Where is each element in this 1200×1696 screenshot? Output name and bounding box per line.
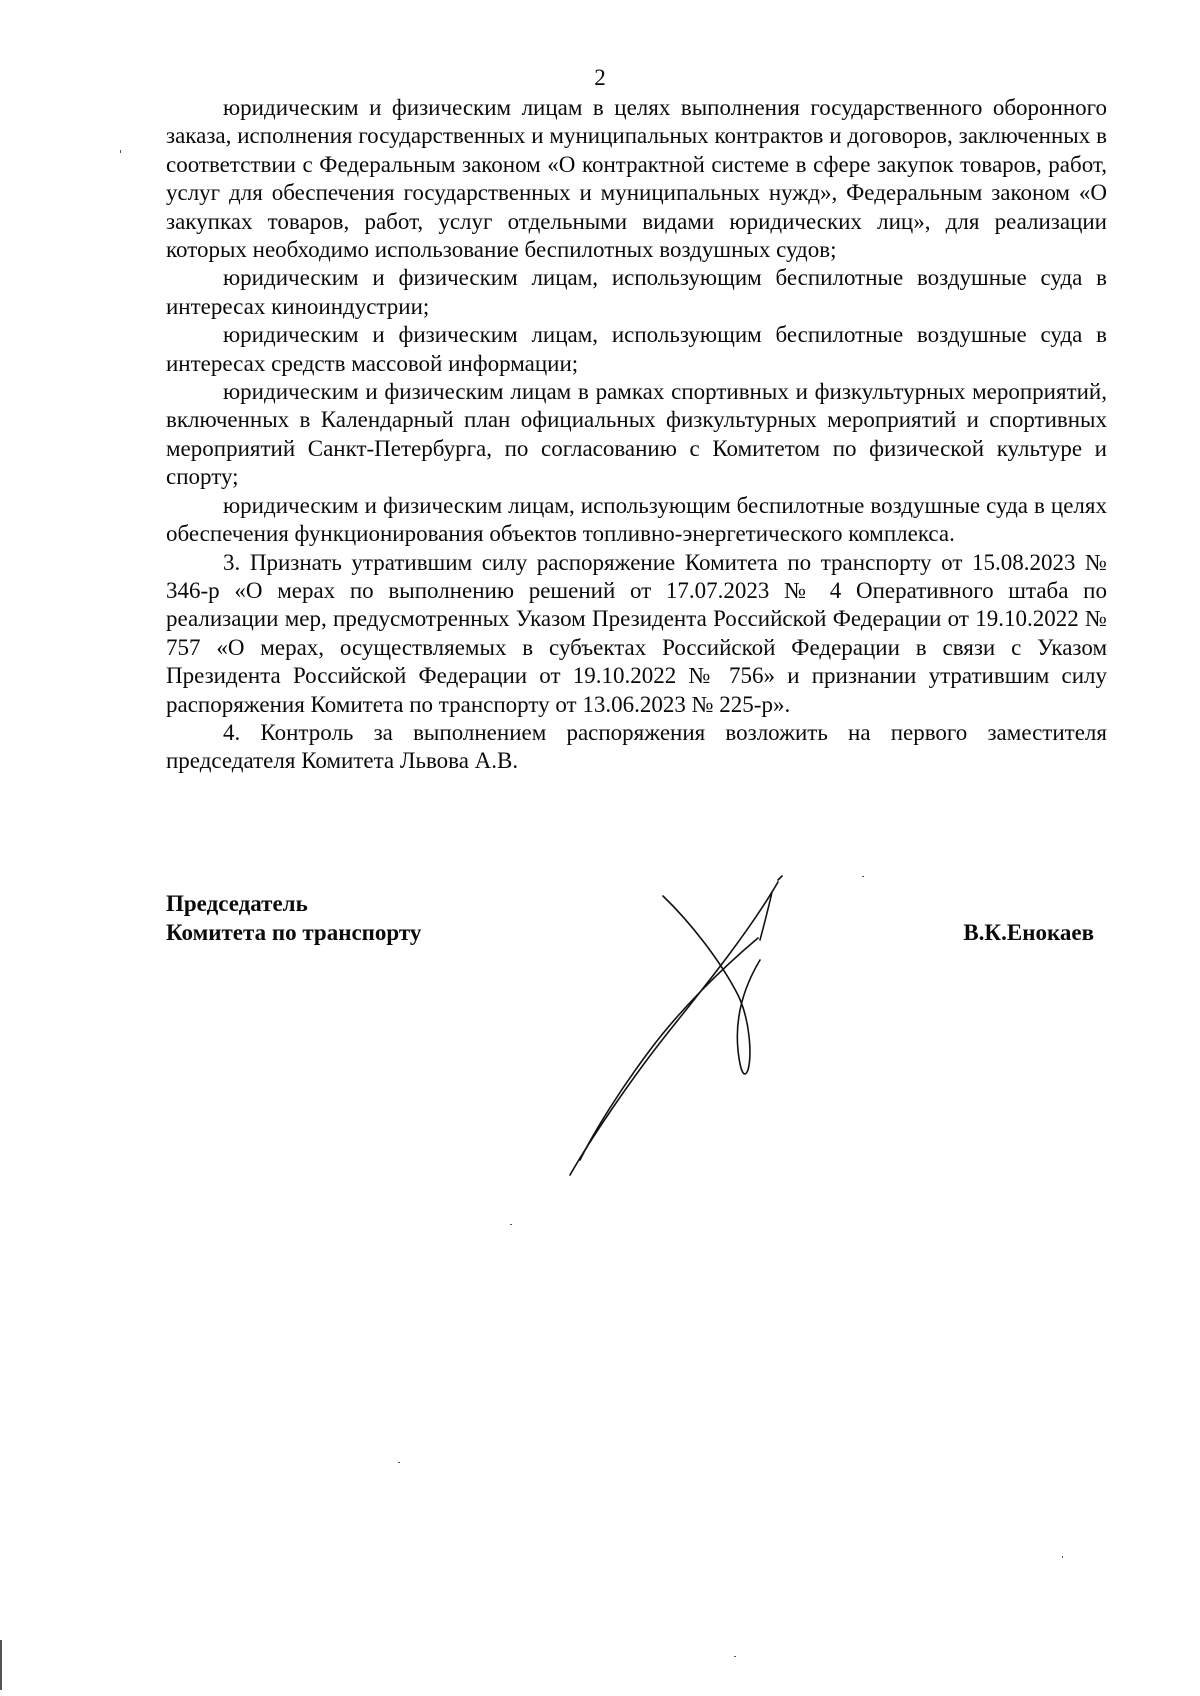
scan-speck — [510, 1224, 512, 1225]
document-body — [166, 94, 1107, 776]
scan-speck — [120, 150, 121, 153]
scan-edge-mark — [0, 1640, 2, 1690]
page-number: 2 — [594, 65, 606, 90]
paragraph-list-item-film-industry: юридическим и физическим лицам, использующим беспилотные воздушные суда в интересах киноиндустрии; — [166, 265, 1107, 319]
handwritten-signature — [520, 870, 800, 1210]
paragraph-list-item-mass-media: юридическим и физическим лицам, использующим беспилотные воздушные суда в интересах средств массовой информации; — [166, 322, 1107, 376]
scan-speck — [1062, 1556, 1063, 1558]
paragraph-item-3-repeal: 3. Признать утратившим силу распоряжение Комитета по транспорту от 15.08.2023 № 346-р «О мерах по выполнению решений от 17.07.2023 № 4 Оперативного штаба по реализации мер, предусмотренных Указом Президента Российской Федерации от 19.10.2022 № 757 «О мерах, осуществляемых в субъектах Российской Федерации в связи с Указом Президента Российской Федерации от 19.10.2022 № 756» и признании утратившим силу распоряжения Комитета по транспорту от 13.06.2023 № 225-р». — [166, 549, 1107, 717]
signatory-position-line-1: Председатель — [166, 891, 308, 916]
paragraph-list-item-fuel-energy: юридическим и физическим лицам, использующим беспилотные воздушные суда в целях обеспечения функционирования объектов топливно-энергетического комплекса. — [166, 492, 1107, 547]
scan-speck — [734, 1656, 736, 1657]
signatory-position — [166, 890, 421, 947]
signatory-position-line-2: Комитета по транспорту — [166, 919, 422, 945]
scan-speck — [398, 1462, 400, 1463]
paragraph-list-item-defense-order: юридическим и физическим лицам в целях выполнения государственного оборонного заказа, исполнения государственных и муниципальных контрактов и договоров, заключенных в соответствии с Федеральным законом «О контрактной системе в сфере закупок товаров, работ, услуг для обеспечения государственных и муниципальных нужд», Федеральным законом «О закупках товаров, работ, услуг отдельными видами юридических лиц», для реализации которых необходимо использование беспилотных воздушных судов; — [166, 95, 1107, 263]
paragraph-item-4-control: 4. Контроль за выполнением распоряжения возложить на первого заместителя председателя Комитета Львова А.В. — [166, 719, 1107, 774]
signatory-name: В.К.Енокаев — [963, 920, 1094, 945]
paragraph-list-item-sports-events: юридическим и физическим лицам в рамках спортивных и физкультурных мероприятий, включенных в Календарный план официальных физкультурных мероприятий и спортивных мероприятий Санкт-Петербурга, по согласованию с Комитетом по физической культуре и спорту; — [166, 379, 1107, 490]
scan-speck — [862, 876, 864, 877]
